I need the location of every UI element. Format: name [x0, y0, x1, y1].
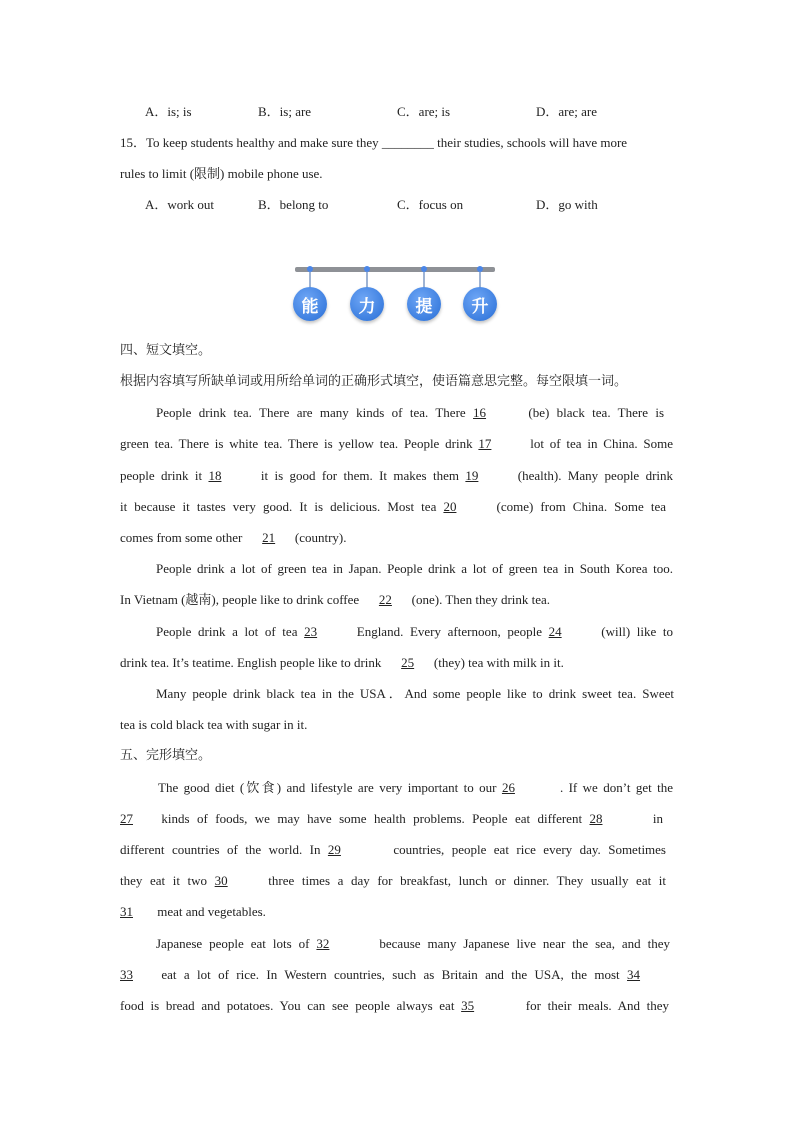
- q15-option-d: D．go with: [536, 197, 598, 212]
- s5-p1-line3: different countries of the world. In 29 countries, people eat rice every day. Sometimes: [120, 842, 666, 857]
- section4-title: 四、短文填空。: [120, 343, 212, 358]
- blank-16: 16: [473, 405, 487, 420]
- banner-dot: [364, 266, 370, 272]
- banner-char-4: 升: [463, 287, 497, 321]
- banner-dot: [421, 266, 427, 272]
- banner-stem: [366, 270, 368, 288]
- s4-p2-line2: In Vietnam (越南), people like to drink coffee 22 (one). Then they drink tea.: [120, 592, 551, 607]
- banner-char-2: 力: [350, 287, 384, 321]
- blank-21: 21: [262, 530, 276, 545]
- s5-p2-line3: food is bread and potatoes. You can see people always eat 35 for their meals. And they: [120, 998, 670, 1013]
- q15-option-c: C．focus on: [397, 197, 464, 212]
- blank-27: 27: [120, 811, 133, 826]
- q15-option-a: A．work out: [145, 197, 214, 212]
- banner-char-3: 提: [407, 287, 441, 321]
- blank-24: 24: [548, 624, 562, 639]
- blank-35: 35: [461, 998, 475, 1013]
- s4-p1-line4: it because it tastes very good. It is delicious. Most tea 20 (come) from China. Some tea: [120, 499, 667, 514]
- blank-33: 33: [120, 967, 133, 982]
- section5-title: 五、完形填空。: [120, 748, 212, 763]
- s4-p4-line2: tea is cold black tea with sugar in it.: [120, 717, 308, 732]
- s5-p2-line1: Japanese people eat lots of 32 because many Japanese live near the sea, and they: [156, 936, 671, 951]
- s4-p1-line1: People drink tea. There are many kinds of tea. There 16 (be) black tea. There is: [156, 405, 665, 420]
- blank-34: 34: [627, 967, 641, 982]
- blank-28: 28: [589, 811, 603, 826]
- banner-dot: [477, 266, 483, 272]
- banner-rail: [295, 267, 495, 272]
- s5-p1-line1: The good diet (饮食) and lifestyle are very important to our 26 . If we don’t get the: [158, 780, 674, 795]
- q15-stem-line2: rules to limit (限制) mobile phone use.: [120, 166, 323, 181]
- s4-p1-line3: people drink it 18 it is good for them. It makes them 19 (health). Many people drink: [120, 468, 674, 483]
- blank-31: 31: [120, 904, 133, 919]
- s4-p4-line1: Many people drink black tea in the USA．And some people like to drink sweet tea. Sweet: [156, 686, 674, 701]
- s4-p2-line1: People drink a lot of green tea in Japan. People drink a lot of green tea in South Korea too.: [156, 561, 673, 576]
- banner-dot: [307, 266, 313, 272]
- q15-option-b: B．belong to: [258, 197, 329, 212]
- banner-stem: [423, 270, 425, 288]
- blank-20: 20: [443, 499, 457, 514]
- s5-p2-line2: 33 eat a lot of rice. In Western countries, such as Britain and the USA, the most 34: [120, 967, 673, 983]
- blank-32: 32: [316, 936, 330, 951]
- blank-30: 30: [214, 873, 228, 888]
- blank-18: 18: [208, 468, 222, 483]
- blank-17: 17: [478, 436, 492, 451]
- s4-p1-line2: green tea. There is white tea. There is yellow tea. People drink 17 lot of tea in China. Some: [120, 436, 674, 451]
- blank-23: 23: [304, 624, 318, 639]
- blank-29: 29: [327, 842, 341, 857]
- blank-26: 26: [501, 780, 515, 795]
- q14-option-b: B．is; are: [258, 104, 312, 119]
- s4-p1-line5: comes from some other 21 (country).: [120, 530, 347, 545]
- banner-stem: [309, 270, 311, 288]
- q14-option-d: D．are; are: [536, 104, 597, 119]
- s4-p3-line2: drink tea. It’s teatime. English people like to drink 25 (they) tea with milk in it.: [120, 655, 564, 670]
- s5-p1-line5: 31 meat and vegetables.: [120, 904, 266, 919]
- s4-p3-line1: People drink a lot of tea 23 England. Every afternoon, people 24 (will) like to: [156, 624, 674, 639]
- q15-stem-line1: 15．To keep students healthy and make sure they ________ their studies, schools will have more: [120, 135, 628, 150]
- banner-char-1: 能: [293, 287, 327, 321]
- banner-stem: [479, 270, 481, 288]
- q14-option-c: C．are; is: [397, 104, 451, 119]
- q15-blank: ________: [381, 135, 434, 150]
- blank-25: 25: [401, 655, 415, 670]
- section4-instruction: 根据内容填写所缺单词或用所给单词的正确形式填空，使语篇意思完整。每空限填一词。: [120, 374, 628, 389]
- q14-option-a: A．is; is: [145, 104, 192, 119]
- s5-p1-line4: they eat it two 30 three times a day for breakfast, lunch or dinner. They usually eat it: [120, 873, 667, 888]
- blank-19: 19: [465, 468, 479, 483]
- blank-22: 22: [378, 592, 392, 607]
- s5-p1-line2: 27 kinds of foods, we may have some health problems. People eat different 28 in: [120, 811, 664, 826]
